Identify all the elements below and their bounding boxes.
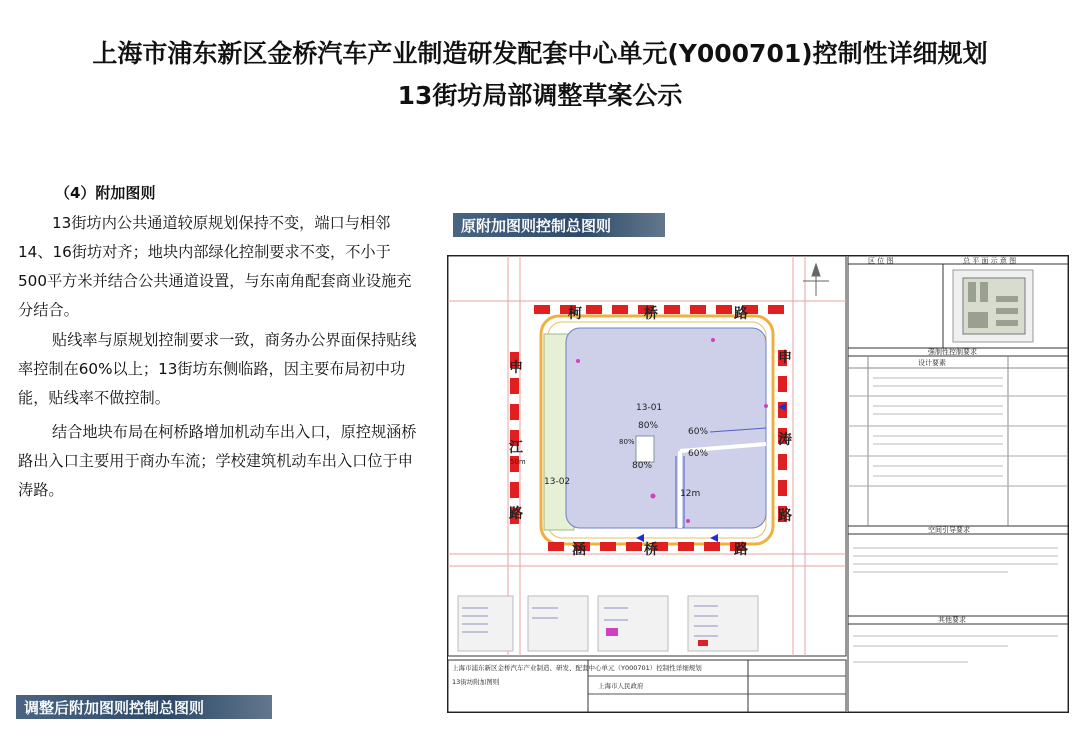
legend (458, 596, 758, 651)
road-north-char-2: 桥 (644, 306, 658, 322)
road-east-char-2: 涛 (778, 432, 792, 448)
paragraph-vehicle-entrance: 结合地块布局在柯桥路增加机动车出入口，原控规涵桥路出入口主要用于商办车流；学校建筑机动车出入口位于申涛路。 (18, 423, 417, 499)
parcel-13-01 (566, 328, 766, 528)
rate-label-1: 80% (638, 421, 659, 431)
sidebar-location-heading: 区 位 图 (868, 257, 894, 265)
adjusted-plan-label: 调整后附加图则控制总图则 (16, 695, 272, 719)
parcel-label-13-01: 13-01 (636, 403, 663, 413)
page-subtitle: 13街坊局部调整草案公示 (397, 81, 683, 110)
setback-label: 12m (680, 489, 701, 499)
title-block-project (452, 663, 702, 672)
original-plan-drawing (447, 255, 1069, 713)
title-block-subtitle: 13街坊附加图则 (452, 678, 500, 686)
west-road-width: 50m (510, 458, 526, 466)
rate-label-3: 80% (632, 461, 653, 471)
road-north-char-1: 柯 (568, 306, 582, 322)
rate-label-5: 80% (619, 438, 635, 446)
rate-label-2: 60% (688, 427, 709, 437)
parcel-label-13-02: 13-02 (544, 477, 571, 487)
sidebar-guidance-heading: 空间引导要求 (928, 526, 970, 534)
building-notch (636, 436, 654, 462)
original-plan-label: 原附加图则控制总图则 (453, 213, 665, 237)
sidebar (848, 256, 1068, 712)
paragraph-public-passage: 13街坊内公共通道较原规划保持不变，端口与相邻14、16街坊对齐；地块内部绿化控制要求不变，不小于500平方米并结合公共通道设置，与东南角配套商业设施充分结合。 (18, 214, 412, 319)
section-heading: （4）附加图则 (55, 184, 156, 202)
sidebar-controls-heading: 强制性控制要求 (928, 348, 977, 356)
title-block-org: 上海市人民政府 (598, 682, 644, 690)
road-east-char-3: 路 (778, 508, 792, 524)
road-west-char-1: 申 (509, 360, 523, 376)
sidebar-site-heading: 总 平 面 示 意 图 (963, 257, 1017, 265)
road-west-char-2: 江 (509, 440, 523, 456)
plan-svg (448, 256, 1068, 712)
sidebar-design-head: 设计要素 (918, 359, 946, 367)
sidebar-notes-heading: 其他要求 (938, 616, 966, 624)
paragraph-frontage-rate: 贴线率与原规划控制要求一致，商务办公界面保持贴线率控制在60%以上；13街坊东侧临路，因主要布局初中功能，贴线率不做控制。 (18, 331, 417, 407)
page-title: 上海市浦东新区金桥汽车产业制造研发配套中心单元(Y000701)控制性详细规划 (92, 39, 988, 68)
rate-label-4: 60% (688, 449, 709, 459)
road-north-char-3: 路 (734, 306, 748, 322)
road-west-char-3: 路 (509, 506, 523, 522)
road-south-char-2: 桥 (644, 542, 658, 558)
road-south-char-1: 涵 (572, 542, 586, 558)
road-south-char-3: 路 (734, 542, 748, 558)
title-block-project-text: 上海市浦东新区金桥汽车产业制造、研发、配套中心单元（Y000701）控制性详细规划 (452, 664, 702, 672)
road-east-char-1: 申 (778, 350, 792, 366)
